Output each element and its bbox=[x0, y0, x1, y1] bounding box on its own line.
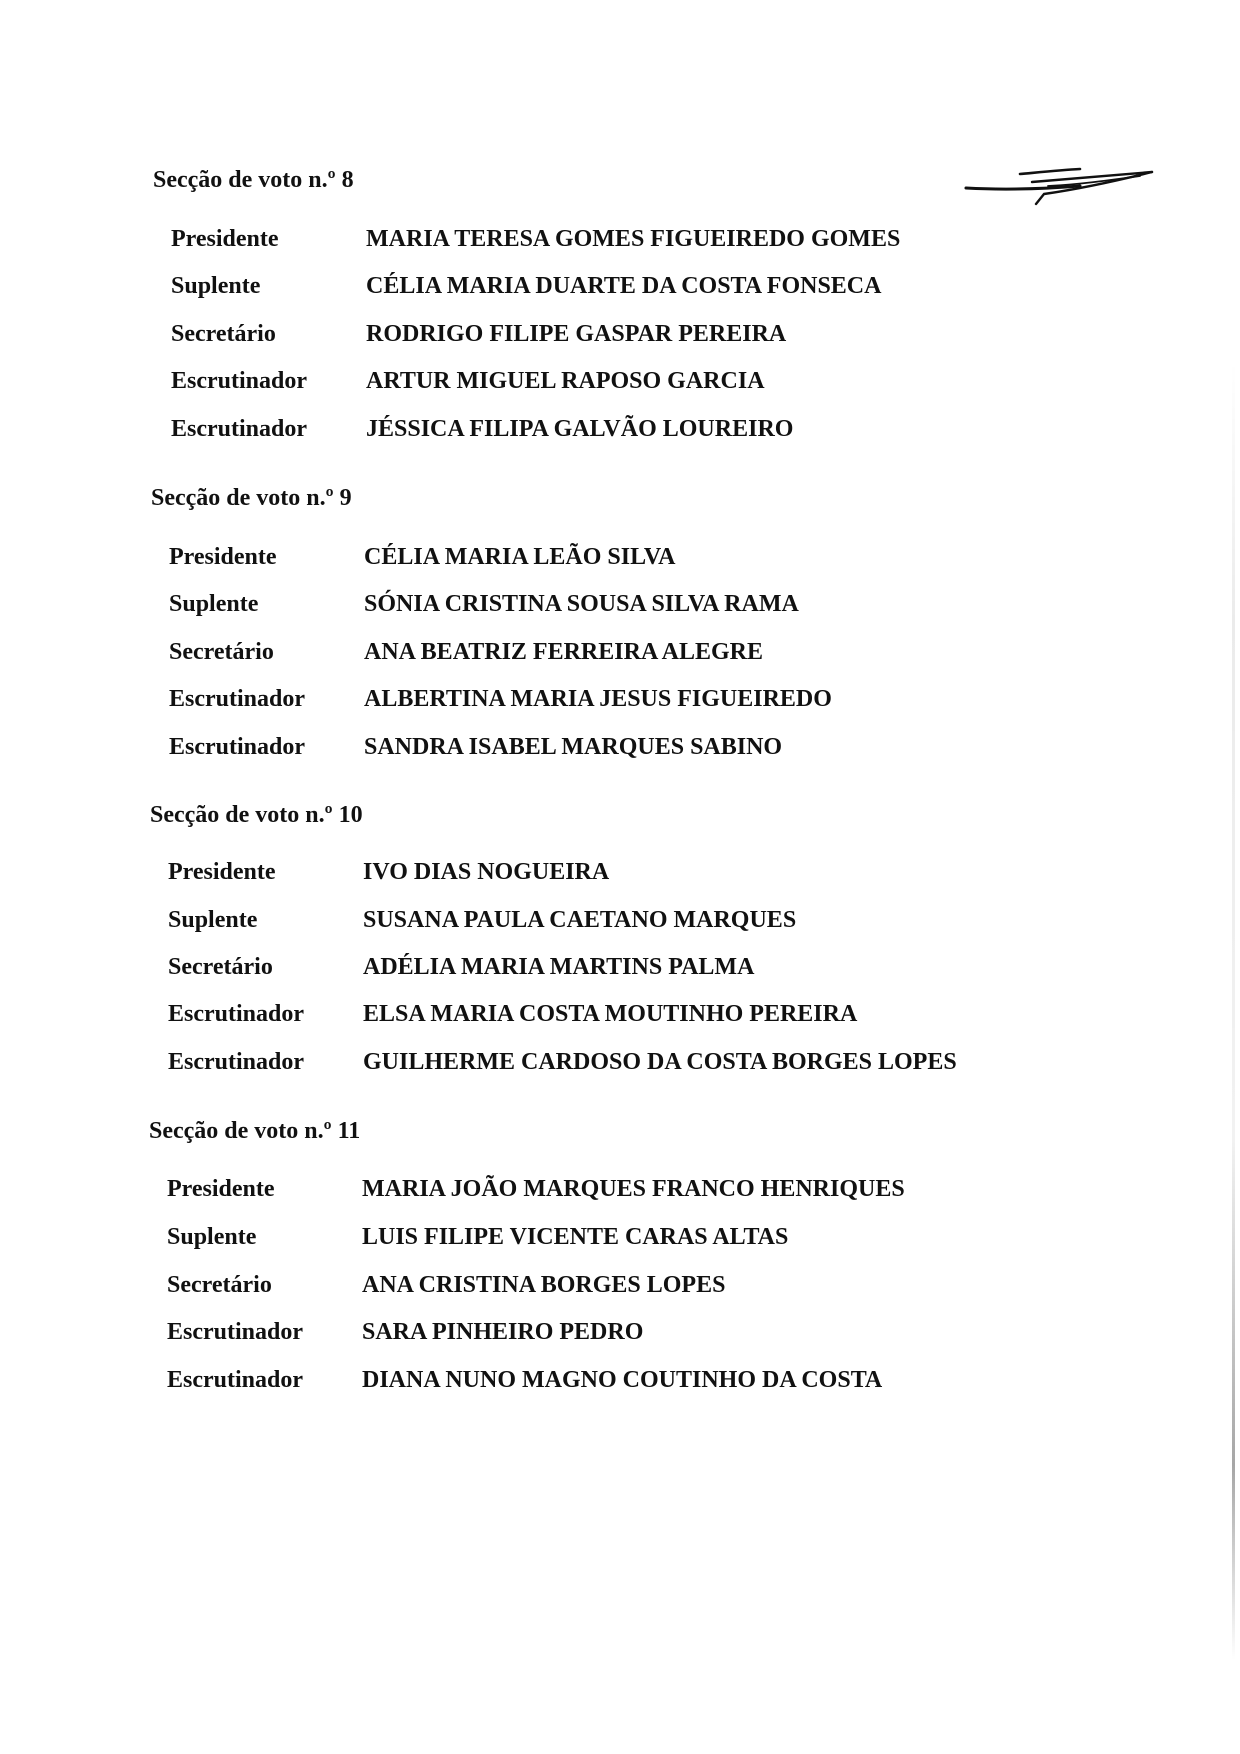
member-name: ANA CRISTINA BORGES LOPES bbox=[362, 1272, 726, 1298]
member-role: Presidente bbox=[171, 226, 279, 252]
member-name: ARTUR MIGUEL RAPOSO GARCIA bbox=[366, 368, 765, 394]
member-role: Presidente bbox=[167, 1176, 275, 1202]
member-role: Escrutinador bbox=[168, 1001, 305, 1027]
member-role: Suplente bbox=[169, 591, 259, 617]
member-name: ANA BEATRIZ FERREIRA ALEGRE bbox=[364, 639, 763, 665]
scan-edge-line bbox=[1232, 360, 1235, 1660]
member-role: Escrutinador bbox=[168, 1049, 305, 1075]
section-11 bbox=[149, 1117, 1049, 1397]
member-name: MARIA TERESA GOMES FIGUEIREDO GOMES bbox=[366, 226, 901, 252]
member-name: ADÉLIA MARIA MARTINS PALMA bbox=[363, 954, 755, 980]
member-name: DIANA NUNO MAGNO COUTINHO DA COSTA bbox=[362, 1367, 883, 1393]
member-name: IVO DIAS NOGUEIRA bbox=[363, 859, 610, 885]
member-name: MARIA JOÃO MARQUES FRANCO HENRIQUES bbox=[362, 1176, 905, 1202]
section-title: Secção de voto n.º 9 bbox=[151, 485, 352, 511]
member-name: CÉLIA MARIA DUARTE DA COSTA FONSECA bbox=[366, 273, 882, 299]
section-title: Secção de voto n.º 8 bbox=[153, 167, 354, 193]
member-role: Escrutinador bbox=[167, 1319, 304, 1345]
member-role: Presidente bbox=[168, 859, 276, 885]
member-role: Escrutinador bbox=[167, 1367, 304, 1393]
section-9 bbox=[151, 484, 1051, 764]
member-role: Secretário bbox=[171, 321, 276, 347]
member-role: Suplente bbox=[171, 273, 261, 299]
member-role: Escrutinador bbox=[169, 686, 306, 712]
member-name: CÉLIA MARIA LEÃO SILVA bbox=[364, 544, 676, 570]
member-role: Secretário bbox=[169, 639, 274, 665]
member-name: GUILHERME CARDOSO DA COSTA BORGES LOPES bbox=[363, 1049, 957, 1075]
member-name: JÉSSICA FILIPA GALVÃO LOUREIRO bbox=[366, 416, 794, 442]
member-name: SARA PINHEIRO PEDRO bbox=[362, 1319, 644, 1345]
member-role: Suplente bbox=[167, 1224, 257, 1250]
member-name: SANDRA ISABEL MARQUES SABINO bbox=[364, 734, 783, 760]
member-name: ALBERTINA MARIA JESUS FIGUEIREDO bbox=[364, 686, 832, 712]
section-10 bbox=[150, 801, 1050, 1081]
section-title: Secção de voto n.º 11 bbox=[149, 1118, 361, 1144]
member-role: Presidente bbox=[169, 544, 277, 570]
member-name: RODRIGO FILIPE GASPAR PEREIRA bbox=[366, 321, 787, 347]
member-role: Suplente bbox=[168, 907, 258, 933]
member-name: ELSA MARIA COSTA MOUTINHO PEREIRA bbox=[363, 1001, 858, 1027]
section-title: Secção de voto n.º 10 bbox=[150, 802, 363, 828]
section-8 bbox=[153, 166, 1053, 446]
member-name: SÓNIA CRISTINA SOUSA SILVA RAMA bbox=[364, 591, 799, 617]
member-role: Secretário bbox=[168, 954, 273, 980]
member-role: Secretário bbox=[167, 1272, 272, 1298]
member-name: SUSANA PAULA CAETANO MARQUES bbox=[363, 907, 797, 933]
member-role: Escrutinador bbox=[171, 368, 308, 394]
member-role: Escrutinador bbox=[169, 734, 306, 760]
member-role: Escrutinador bbox=[171, 416, 308, 442]
member-name: LUIS FILIPE VICENTE CARAS ALTAS bbox=[362, 1224, 789, 1250]
